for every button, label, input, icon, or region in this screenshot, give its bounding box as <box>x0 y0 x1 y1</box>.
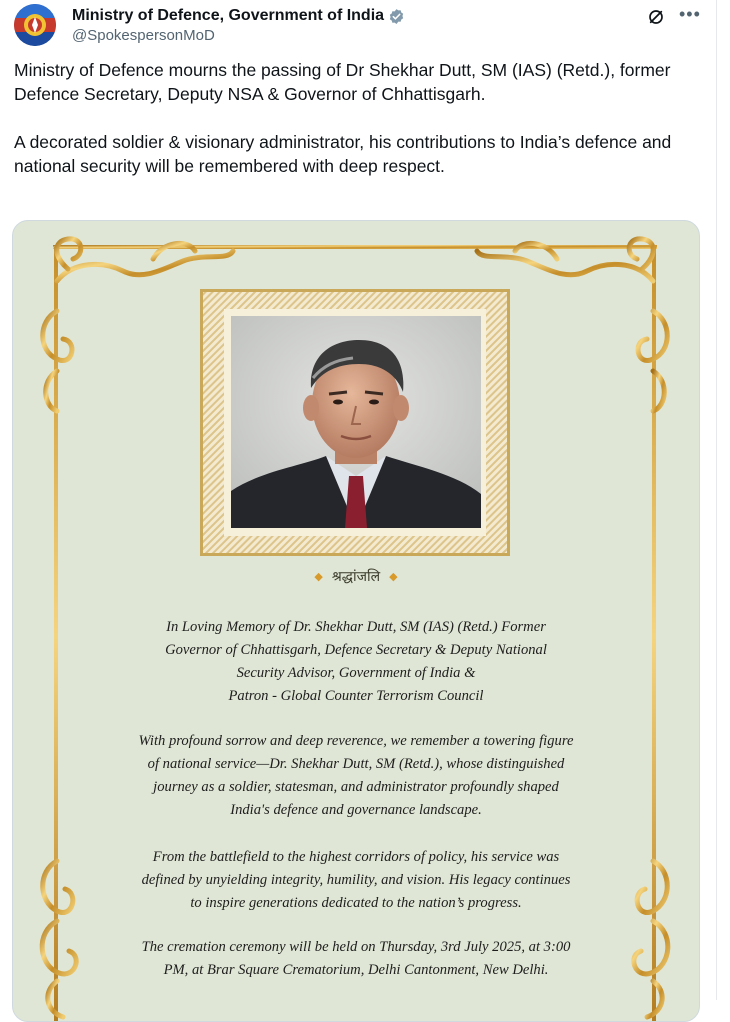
memorial-line: From the battlefield to the highest corridors of policy, his service was <box>152 849 560 865</box>
memorial-line: The cremation ceremony will be held on Thursday, 3rd July 2025, at 3:00 <box>141 939 571 955</box>
memorial-paragraph-4 <box>73 936 639 982</box>
post-text-paragraph-1: Ministry of Defence mourns the passing of Dr Shekhar Dutt, SM (IAS) (Retd.), former Defence Secretary, Deputy NSA & Governor of Chhattisgarh. <box>14 60 671 104</box>
timeline-divider <box>716 0 717 1000</box>
avatar[interactable] <box>14 4 56 46</box>
tribute-heading <box>13 567 699 586</box>
verified-badge-icon <box>388 8 405 25</box>
memorial-line: of national service—Dr. Shekhar Dutt, SM (Retd.), whose distinguished <box>147 756 565 772</box>
author-handle[interactable]: @SpokespersonMoD <box>72 27 215 44</box>
post-header <box>14 4 704 48</box>
memorial-paragraph-3 <box>73 846 639 915</box>
author-name[interactable]: Ministry of Defence, Government of India <box>72 7 385 24</box>
grok-icon[interactable] <box>647 8 665 26</box>
memorial-line: In Loving Memory of Dr. Shekhar Dutt, SM (IAS) (Retd.) Former <box>166 619 546 635</box>
diamond-ornament-icon: ◆ <box>314 570 323 583</box>
post-text <box>14 58 704 178</box>
memorial-line: PM, at Brar Square Crematorium, Delhi Cantonment, New Delhi. <box>163 962 549 978</box>
memorial-paragraph-2 <box>73 730 639 822</box>
author-name-row <box>72 6 405 26</box>
memorial-line: Governor of Chhattisgarh, Defence Secretary & Deputy National <box>165 642 547 658</box>
post-text-paragraph-2: A decorated soldier & visionary administrator, his contributions to India’s defence and national security will be remembered with deep respect. <box>14 132 672 176</box>
memorial-line: Security Advisor, Government of India & <box>236 665 476 681</box>
diamond-ornament-icon: ◆ <box>389 570 398 583</box>
memorial-line: With profound sorrow and deep reverence, we remember a towering figure <box>138 733 574 749</box>
memorial-image-card[interactable] <box>12 220 700 1022</box>
memorial-line: journey as a soldier, statesman, and administrator profoundly shaped <box>153 779 559 795</box>
memorial-paragraph-1 <box>73 616 639 708</box>
memorial-line: defined by unyielding integrity, humility, and vision. His legacy continues <box>141 872 571 888</box>
memorial-line: to inspire generations dedicated to the nation’s progress. <box>190 895 522 911</box>
tribute-heading-text: श्रद्धांजलि <box>331 569 381 585</box>
more-options-icon[interactable]: ••• <box>679 4 701 24</box>
memorial-line: India's defence and governance landscape. <box>230 802 482 818</box>
portrait-photo <box>231 316 481 528</box>
memorial-line: Patron - Global Counter Terrorism Council <box>228 688 484 704</box>
